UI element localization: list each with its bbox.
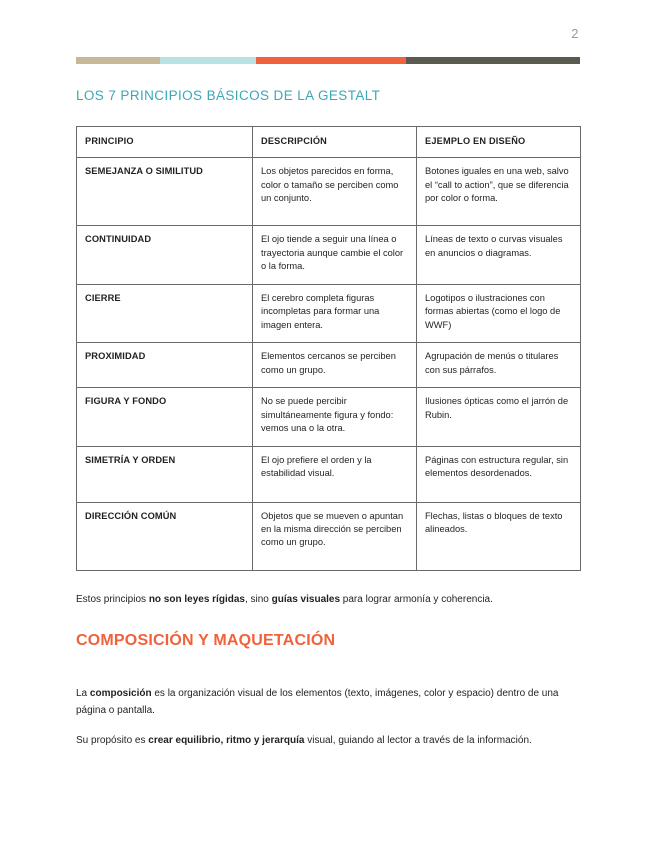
table-header-principio: PRINCIPIO xyxy=(77,127,253,158)
decorative-color-bar xyxy=(76,57,580,64)
table-header-row xyxy=(77,127,581,158)
text-run-bold: composición xyxy=(89,688,152,699)
table-cell-principle: SEMEJANZA O SIMILITUD xyxy=(77,158,253,226)
table-cell-principle: FIGURA Y FONDO xyxy=(77,388,253,446)
table-cell-example: Páginas con estructura regular, sin elementos desordenados. xyxy=(417,446,581,502)
paragraph-principles-note xyxy=(76,592,580,609)
page-number: 2 xyxy=(571,26,579,41)
table-cell-description: El ojo tiende a seguir una línea o trayectoria aunque cambie el color o la forma. xyxy=(253,226,417,284)
text-run-bold: guías visuales xyxy=(271,594,341,605)
text-run: , sino xyxy=(244,594,272,605)
table-cell-description: No se puede percibir simultáneamente figura y fondo: vemos una o la otra. xyxy=(253,388,417,446)
table-header-ejemplo: EJEMPLO EN DISEÑO xyxy=(417,127,581,158)
table-cell-description: Elementos cercanos se perciben como un grupo. xyxy=(253,343,417,388)
text-run: es la organización visual de los elementos (texto, imágenes, color y espacio) dentro de una página o pantalla. xyxy=(76,688,559,716)
table-row xyxy=(77,446,581,502)
table-cell-principle: CIERRE xyxy=(77,284,253,342)
table-cell-example: Botones iguales en una web, salvo el “call to action”, que se diferencia por color o forma. xyxy=(417,158,581,226)
color-bar-segment-light-blue xyxy=(160,57,256,64)
table-row xyxy=(77,502,581,570)
table-cell-example: Flechas, listas o bloques de texto alineados. xyxy=(417,502,581,570)
text-run-bold: no son leyes rígidas xyxy=(148,594,245,605)
table-cell-example: Logotipos o ilustraciones con formas abiertas (como el logo de WWF) xyxy=(417,284,581,342)
text-run-bold: crear equilibrio, ritmo y jerarquía xyxy=(148,735,305,746)
table-cell-principle: DIRECCIÓN COMÚN xyxy=(77,502,253,570)
color-bar-segment-orange xyxy=(256,57,406,64)
color-bar-segment-dark-gray xyxy=(406,57,580,64)
table-cell-description: El ojo prefiere el orden y la estabilidad visual. xyxy=(253,446,417,502)
table-row xyxy=(77,284,581,342)
table-cell-principle: SIMETRÍA Y ORDEN xyxy=(77,446,253,502)
table-row xyxy=(77,343,581,388)
table-header-descripcion: DESCRIPCIÓN xyxy=(253,127,417,158)
table-cell-example: Líneas de texto o curvas visuales en anuncios o diagramas. xyxy=(417,226,581,284)
paragraph-composicion-purpose xyxy=(76,733,580,750)
table-row xyxy=(77,226,581,284)
text-run: visual, guiando al lector a través de la información. xyxy=(304,735,532,746)
paragraph-composicion-definition xyxy=(76,686,580,719)
text-run: La xyxy=(76,688,90,699)
table-cell-principle: CONTINUIDAD xyxy=(77,226,253,284)
table-cell-example: Ilusiones ópticas como el jarrón de Rubin. xyxy=(417,388,581,446)
table-cell-description: Los objetos parecidos en forma, color o tamaño se perciben como un conjunto. xyxy=(253,158,417,226)
text-run: para lograr armonía y coherencia. xyxy=(340,594,493,605)
color-bar-segment-tan xyxy=(76,57,160,64)
heading-composicion-y-maquetacion: COMPOSICIÓN Y MAQUETACIÓN xyxy=(76,632,336,649)
table-row xyxy=(77,158,581,226)
text-run: Estos principios xyxy=(76,594,149,605)
gestalt-principles-table xyxy=(76,126,581,571)
text-run: Su propósito es xyxy=(76,735,149,746)
table-row xyxy=(77,388,581,446)
table-cell-example: Agrupación de menús o titulares con sus párrafos. xyxy=(417,343,581,388)
table-cell-principle: PROXIMIDAD xyxy=(77,343,253,388)
table-cell-description: El cerebro completa figuras incompletas para formar una imagen entera. xyxy=(253,284,417,342)
section-title: LOS 7 PRINCIPIOS BÁSICOS DE LA GESTALT xyxy=(76,88,381,103)
table-cell-description: Objetos que se mueven o apuntan en la misma dirección se perciben como un grupo. xyxy=(253,502,417,570)
